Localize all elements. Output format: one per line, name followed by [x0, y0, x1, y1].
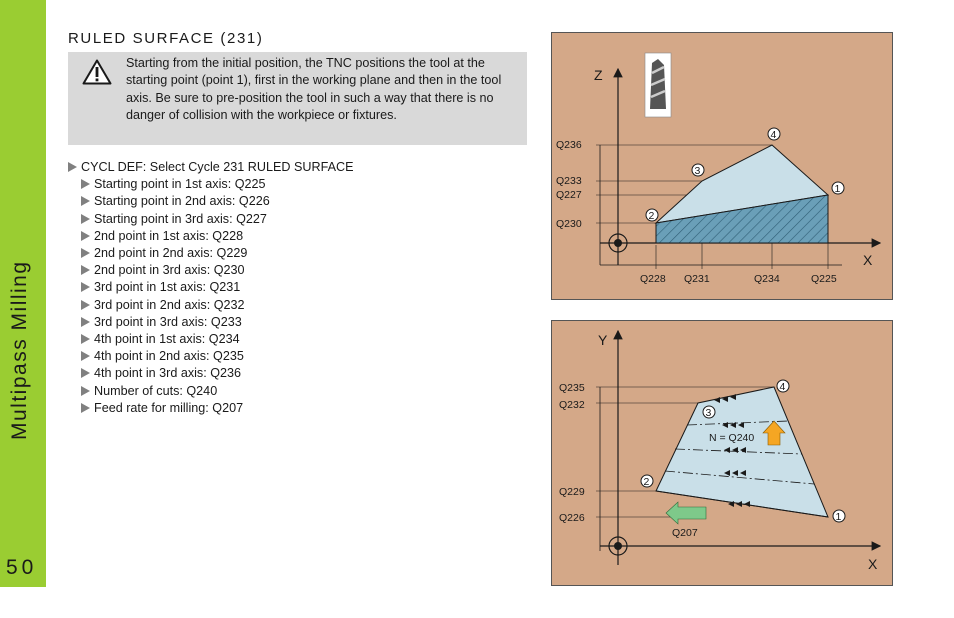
dim-label: Q231 [684, 273, 710, 285]
svg-text:4: 4 [770, 129, 777, 141]
figure-xy [551, 320, 893, 586]
step-item: 3rd point in 3rd axis: Q233 [68, 314, 353, 331]
point-2 [646, 209, 658, 222]
dim-label: Q236 [556, 139, 582, 151]
dim-label: Q229 [559, 486, 585, 498]
point-1 [833, 510, 845, 523]
dim-label: Q235 [559, 382, 585, 394]
step-item: 4th point in 3rd axis: Q236 [68, 365, 353, 382]
figure-xy-drawing [552, 321, 892, 585]
dim-label: Q233 [556, 175, 582, 187]
sidebar-title: Multipass Milling [8, 260, 31, 440]
bullet-triangle-icon [81, 300, 90, 310]
point-1 [832, 182, 844, 195]
axis-label-x: X [868, 556, 878, 572]
step-item: 2nd point in 3rd axis: Q230 [68, 262, 353, 279]
bullet-triangle-icon [81, 282, 90, 292]
warning-triangle-icon [82, 59, 112, 85]
step-item: Feed rate for milling: Q207 [68, 400, 353, 417]
axis-label-z: Z [594, 67, 603, 83]
step-item: 4th point in 2nd axis: Q235 [68, 348, 353, 365]
step-item: Starting point in 2nd axis: Q226 [68, 193, 353, 210]
bullet-triangle-icon [81, 248, 90, 258]
svg-text:4: 4 [779, 381, 786, 393]
point-3 [692, 164, 704, 177]
bullet-triangle-icon [81, 231, 90, 241]
milling-tool-icon [645, 53, 671, 117]
step-item: 4th point in 1st axis: Q234 [68, 331, 353, 348]
point-2 [641, 475, 653, 488]
bullet-triangle-icon [81, 386, 90, 396]
dim-label: Q232 [559, 399, 585, 411]
bullet-triangle-icon [81, 351, 90, 361]
bullet-triangle-icon [81, 196, 90, 206]
step-item: CYCL DEF: Select Cycle 231 RULED SURFACE [68, 159, 353, 176]
svg-text:3: 3 [694, 165, 701, 177]
step-list [68, 159, 353, 417]
point-4 [777, 380, 789, 393]
section-heading: RULED SURFACE (231) [68, 30, 264, 47]
axis-label-x: X [863, 252, 873, 268]
step-item: 2nd point in 1st axis: Q228 [68, 228, 353, 245]
warning-text: Starting from the initial position, the TNC positions the tool at the starting point (point 1), first in the working plane and then in the tool axis. Be sure to pre-position the tool in such a way that there is no danger of collision with the workpiece or fixtures. [126, 56, 502, 123]
svg-text:2: 2 [648, 210, 655, 222]
figure-xz [551, 32, 893, 300]
svg-text:2: 2 [643, 476, 650, 488]
bullet-triangle-icon [81, 317, 90, 327]
dim-label: Q228 [640, 273, 666, 285]
dim-label: Q234 [754, 273, 780, 285]
bullet-triangle-icon [81, 214, 90, 224]
bullet-triangle-icon [81, 368, 90, 378]
sidebar [0, 0, 46, 587]
svg-text:1: 1 [834, 183, 841, 195]
figure-xz-drawing [552, 33, 892, 299]
page-number: 50 [6, 556, 38, 579]
bullet-triangle-icon [68, 162, 77, 172]
point-4 [768, 128, 780, 141]
dim-label: Q227 [556, 189, 582, 201]
svg-text:1: 1 [835, 511, 842, 523]
dim-label: Q226 [559, 512, 585, 524]
step-item: 2nd point in 2nd axis: Q229 [68, 245, 353, 262]
svg-text:3: 3 [705, 407, 712, 419]
bullet-triangle-icon [81, 265, 90, 275]
step-item: Number of cuts: Q240 [68, 383, 353, 400]
step-item: Starting point in 1st axis: Q225 [68, 176, 353, 193]
step-item: 3rd point in 1st axis: Q231 [68, 279, 353, 296]
dim-label: Q230 [556, 218, 582, 230]
feed-label: Q207 [672, 527, 698, 539]
step-item: Starting point in 3rd axis: Q227 [68, 211, 353, 228]
warning-box [68, 52, 527, 145]
bullet-triangle-icon [81, 179, 90, 189]
dim-label: Q225 [811, 273, 837, 285]
bullet-triangle-icon [81, 403, 90, 413]
axis-label-y: Y [598, 332, 608, 348]
cuts-label: N = Q240 [709, 432, 755, 444]
step-item: 3rd point in 2nd axis: Q232 [68, 297, 353, 314]
bullet-triangle-icon [81, 334, 90, 344]
feed-arrow-icon [666, 502, 706, 524]
sidebar-title-wrap [8, 240, 38, 440]
